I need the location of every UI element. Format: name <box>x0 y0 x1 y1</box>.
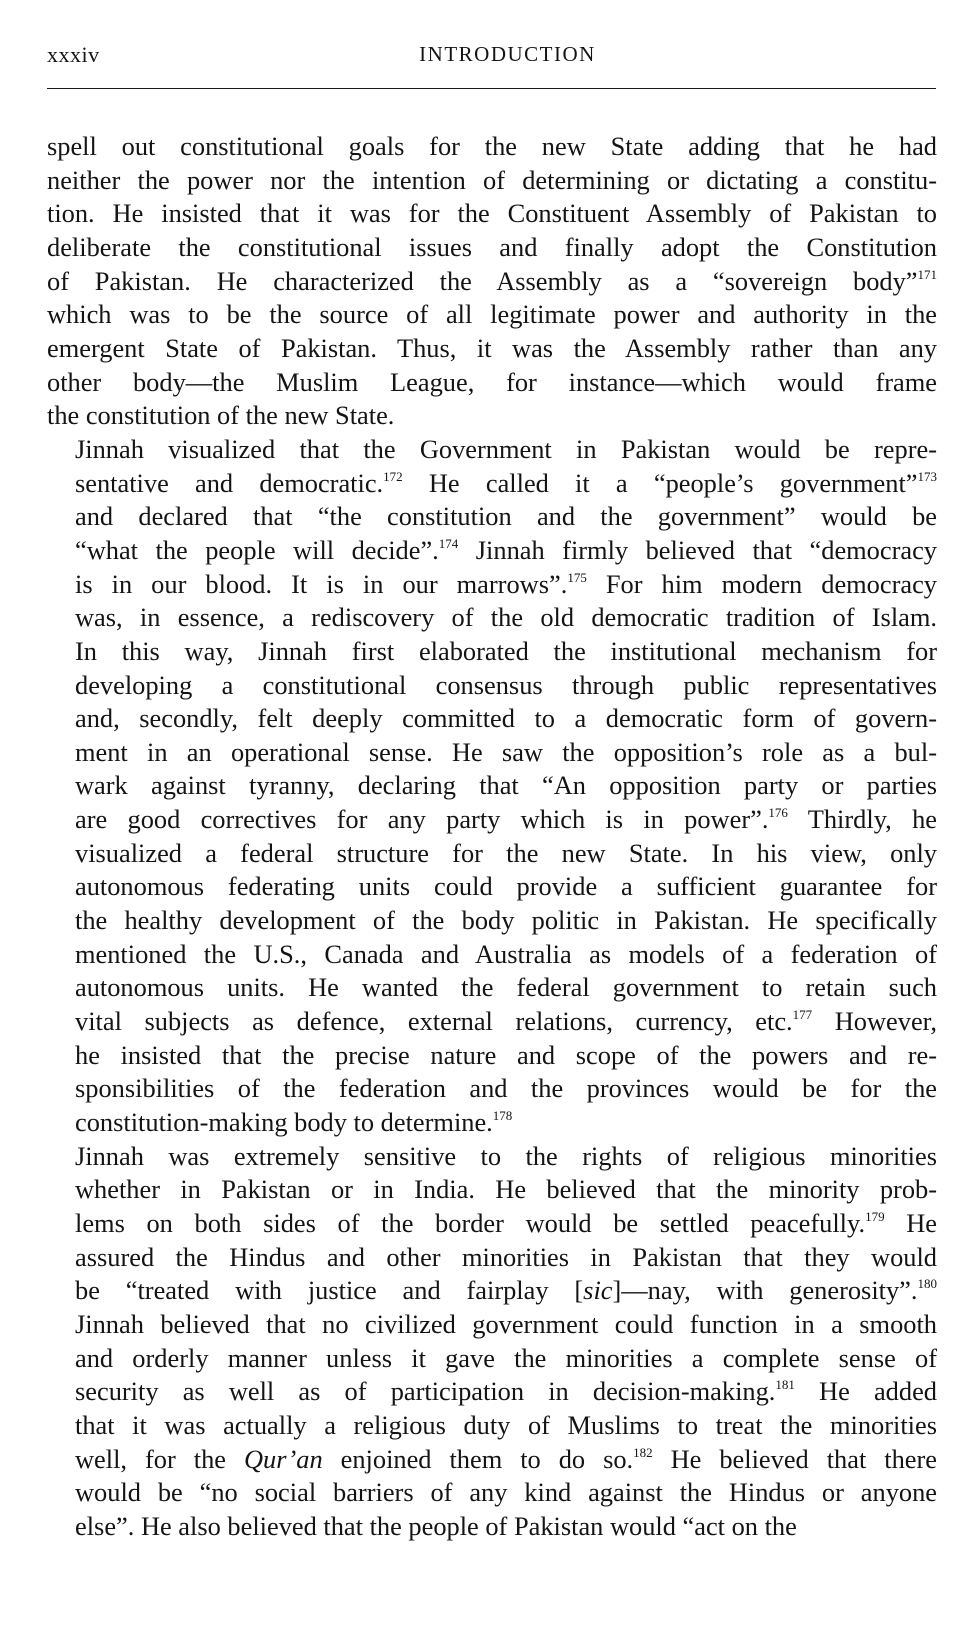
footnote-ref: 174 <box>438 535 459 551</box>
text-line: that it was actually a religious duty of Muslims to treat the minorities <box>75 1409 937 1440</box>
running-head <box>47 38 928 72</box>
paragraph <box>47 433 937 1140</box>
text-line: and, secondly, felt deeply committed to a democratic form of govern- <box>75 703 937 734</box>
text-line: Jinnah visualized that the Government in Pakistan would be repre- <box>75 433 937 464</box>
footnote-ref: 179 <box>865 1209 885 1224</box>
text-line: else”. He also believed that the people of Pakistan would “act on the <box>75 1510 797 1541</box>
footnote-ref: 172 <box>383 468 403 484</box>
text-line: whether in Pakistan or in India. He believed that the minority prob- <box>75 1174 937 1205</box>
text-line: autonomous units. He wanted the federal government to retain such <box>75 972 937 1003</box>
footnote-ref: 173 <box>917 468 937 484</box>
text-line: sentative and democratic.$^{172}$ He called it a “people’s government”$^{173}$ <box>75 467 937 498</box>
italic-text: Qur’an <box>243 1443 323 1474</box>
text-line: deliberate the constitutional issues and finally adopt the Constitution <box>47 231 937 262</box>
text-line: lems on both sides of the border would be settled peacefully.$^{179}$ He <box>75 1208 937 1238</box>
text-line: other body—the Muslim League, for instance—which would frame <box>47 366 937 397</box>
body-text <box>47 130 937 1544</box>
text-line: sponsibilities of the federation and the provinces would be for the <box>75 1073 937 1104</box>
text-line: well, for the Qur’an enjoined them to do so.$^{182}$ He believed that there <box>75 1443 937 1474</box>
footnote-ref: 178 <box>492 1108 513 1124</box>
text-line: and declared that “the constitution and the government” would be <box>75 501 937 532</box>
text-line: visualized a federal structure for the new State. In his view, only <box>75 837 937 868</box>
text-line: autonomous federating units could provide a sufficient guarantee for <box>75 871 937 902</box>
footnote-ref: 175 <box>567 569 587 585</box>
paragraph <box>47 130 937 433</box>
text-line: In this way, Jinnah first elaborated the institutional mechanism for <box>75 635 937 666</box>
page-number: xxxiv <box>47 42 100 67</box>
text-line: emergent State of Pakistan. Thus, it was the Assembly rather than any <box>47 332 937 363</box>
text-line: which was to be the source of all legitimate power and authority in the <box>47 299 937 330</box>
text-line: ment in an operational sense. He saw the opposition’s role as a bul- <box>75 736 937 767</box>
text-line: was, in essence, a rediscovery of the old democratic tradition of Islam. <box>75 602 937 633</box>
text-line: constitution-making body to determine.$^{178}$ <box>75 1107 513 1138</box>
footnote-ref: 182 <box>633 1444 653 1460</box>
text-line: of Pakistan. He characterized the Assembly as a “sovereign body”$^{171}$ <box>47 265 937 296</box>
footnote-ref: 177 <box>792 1007 813 1023</box>
header-rule <box>47 88 936 89</box>
text-line: would be “no social barriers of any kind against the Hindus or anyone <box>75 1477 937 1508</box>
text-line: vital subjects as defence, external relations, currency, etc.$^{177}$ However, <box>75 1006 937 1037</box>
text-line: he insisted that the precise nature and scope of the powers and re- <box>75 1039 937 1070</box>
text-line: developing a constitutional consensus through public representatives <box>75 669 937 700</box>
text-line: and orderly manner unless it gave the minorities a complete sense of <box>75 1342 937 1373</box>
text-line: is in our blood. It is in our marrows”.$^{175}$ For him modern democracy <box>75 568 937 599</box>
text-line: the healthy development of the body politic in Pakistan. He specifically <box>75 905 937 936</box>
text-line: neither the power nor the intention of determining or dictating a constitu- <box>47 164 937 195</box>
text-line: “what the people will decide”.$^{174}$ Jinnah firmly believed that “democracy <box>75 534 938 565</box>
italic-text: sic <box>583 1275 613 1306</box>
footnote-ref: 176 <box>768 805 788 821</box>
text-line: Jinnah believed that no civilized government could function in a smooth <box>75 1308 937 1339</box>
text-line: are good correctives for any party which is in power”.$^{176}$ Thirdly, he <box>75 804 937 835</box>
text-line: mentioned the U.S., Canada and Australia as models of a federation of <box>75 938 937 969</box>
text-line: assured the Hindus and other minorities in Pakistan that they would <box>75 1241 937 1272</box>
text-line: Jinnah was extremely sensitive to the rights of religious minorities <box>75 1140 937 1171</box>
footnote-ref: 171 <box>917 266 937 282</box>
text-line: tion. He insisted that it was for the Constituent Assembly of Pakistan to <box>47 198 937 229</box>
running-title: INTRODUCTION <box>419 42 596 66</box>
text-line: security as well as of participation in decision-making.$^{181}$ He added <box>75 1376 937 1407</box>
text-line: be “treated with justice and fairplay [sic]—nay, with generosity”.$^{180}$ <box>75 1275 937 1306</box>
text-line: the constitution of the new State. <box>47 400 395 431</box>
text-line: spell out constitutional goals for the new State adding that he had <box>47 131 937 161</box>
paragraph <box>47 1140 937 1544</box>
footnote-ref: 180 <box>917 1276 937 1292</box>
text-line: wark against tyranny, declaring that “An opposition party or parties <box>75 770 937 801</box>
footnote-ref: 181 <box>775 1377 795 1393</box>
